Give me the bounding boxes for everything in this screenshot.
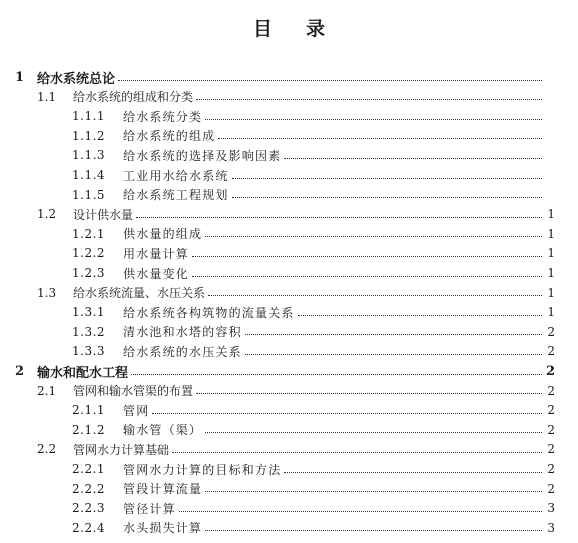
toc-entry[interactable] — [0, 341, 555, 361]
toc-entry-page: 2 — [547, 324, 555, 339]
toc-entry-title: 给水系统分类 — [123, 109, 203, 124]
toc-entry-number: 1.2 — [37, 207, 57, 222]
toc-entry-page: 1 — [547, 226, 555, 241]
toc-entry-title: 供水量的组成 — [123, 227, 203, 242]
dot-leader — [298, 315, 542, 316]
toc-entry[interactable] — [0, 263, 555, 283]
page-title — [0, 14, 578, 41]
toc-entry-title: 工业用水给水系统 — [123, 168, 229, 183]
toc-entry-title: 管网 — [123, 403, 150, 418]
toc-entry-title: 给水系统流量、水压关系 — [73, 286, 206, 301]
toc-entry-number: 1.1.2 — [72, 128, 106, 143]
toc-entry-number: 2.2 — [37, 442, 57, 457]
toc-entry-title: 设计供水量 — [73, 207, 134, 222]
toc-entry[interactable] — [0, 126, 555, 146]
dot-leader — [284, 158, 542, 159]
dot-leader — [232, 197, 542, 198]
dot-leader — [172, 452, 542, 453]
dot-leader — [218, 138, 542, 139]
toc-entry[interactable] — [0, 283, 555, 303]
title-char-2: 录 — [306, 18, 326, 40]
toc-entry[interactable] — [0, 302, 555, 322]
dot-leader — [179, 511, 542, 512]
toc-entry-title: 给水系统的水压关系 — [123, 344, 242, 359]
toc-entry-title: 给水系统的选择及影响因素 — [123, 148, 282, 163]
toc-entry[interactable] — [0, 145, 555, 165]
title-char-1: 目 — [252, 18, 272, 40]
toc-entry-number: 2.2.1 — [72, 462, 106, 476]
toc-entry[interactable] — [0, 322, 555, 342]
toc-entry-number: 1.3 — [37, 285, 57, 300]
toc-entry-number: 1.1.1 — [72, 109, 106, 124]
dot-leader — [205, 119, 542, 120]
dot-leader — [205, 236, 542, 237]
toc-entry[interactable] — [0, 361, 555, 381]
dot-leader — [131, 374, 542, 375]
toc-entry-number: 1 — [15, 69, 25, 85]
dot-leader — [245, 354, 542, 355]
toc-entry-title: 管网水力计算基础 — [73, 442, 170, 457]
dot-leader — [205, 491, 542, 492]
toc-entry-page: 2 — [545, 363, 555, 379]
toc-entry-title: 给水系统的组成 — [123, 129, 216, 144]
toc-entry-title: 管网和输水管渠的布置 — [73, 384, 194, 399]
toc-entry-number: 1.2.2 — [72, 246, 106, 261]
dot-leader — [284, 472, 542, 473]
toc-entry-number: 1.1.3 — [72, 148, 106, 163]
toc-entry-page: 2 — [547, 481, 555, 496]
toc-entry-number: 2.1.1 — [72, 403, 106, 418]
toc-entry-page: 1 — [547, 246, 555, 261]
toc-entry-title: 水头损失计算 — [123, 521, 203, 536]
toc-entry[interactable] — [0, 420, 555, 440]
toc-entry-number: 1.1.5 — [72, 187, 106, 202]
toc-entry-page: 1 — [547, 285, 555, 300]
toc-entry[interactable] — [0, 381, 555, 401]
toc-entry-title: 输水和配水工程 — [37, 365, 129, 381]
toc-entry-number: 1.2.1 — [72, 226, 106, 241]
toc-entry[interactable] — [0, 400, 555, 420]
toc-entry-title: 管段计算流量 — [123, 482, 203, 497]
toc-entry[interactable] — [0, 439, 555, 459]
toc-entry-number: 1.2.3 — [72, 266, 106, 280]
toc-entry-title: 清水池和水塔的容积 — [123, 325, 242, 340]
toc-entry-number: 1.1 — [37, 89, 57, 104]
dot-leader — [196, 393, 542, 394]
toc-entry[interactable] — [0, 518, 555, 538]
toc-entry-title: 管网水力计算的目标和方法 — [123, 462, 282, 477]
toc-entry-title: 管径计算 — [123, 501, 176, 516]
toc-entry-page: 1 — [547, 207, 555, 222]
toc-entry-number: 2.2.4 — [72, 520, 106, 535]
dot-leader — [232, 178, 542, 179]
toc-entry-number: 2 — [15, 363, 25, 379]
toc-entry-page: 1 — [547, 266, 555, 280]
toc-entry-number: 2.1.2 — [72, 422, 106, 437]
dot-leader — [208, 295, 542, 296]
toc-entry-title: 给水系统工程规划 — [123, 188, 229, 203]
toc-entry-title: 用水量计算 — [123, 246, 190, 261]
toc-entry-number: 1.3.3 — [72, 344, 106, 359]
toc-entry-number: 2.2.3 — [72, 501, 106, 516]
toc-entry-page: 3 — [547, 520, 555, 535]
toc-entry-page: 1 — [547, 305, 555, 320]
toc-entry-page: 2 — [547, 442, 555, 457]
toc-entry[interactable] — [0, 479, 555, 499]
toc-entry[interactable] — [0, 204, 555, 224]
toc-entry[interactable] — [0, 224, 555, 244]
toc-entry-number: 2.2.2 — [72, 481, 106, 496]
toc-entry-number: 1.3.2 — [72, 324, 106, 339]
toc-entry[interactable] — [0, 165, 555, 185]
dot-leader — [118, 80, 542, 81]
toc-entry[interactable] — [0, 67, 555, 87]
toc-entry-title: 给水系统总论 — [37, 71, 116, 87]
dot-leader — [136, 217, 542, 218]
toc-entry-title: 给水系统各构筑物的流量关系 — [123, 305, 295, 320]
dot-leader — [205, 530, 542, 531]
toc-entry-page: 2 — [547, 422, 555, 437]
toc-entry-title: 给水系统的组成和分类 — [73, 90, 194, 105]
toc-entry-number: 1.1.4 — [72, 168, 106, 182]
toc-entry-title: 输水管（渠） — [123, 423, 203, 438]
toc-entry[interactable] — [0, 459, 555, 479]
toc-entry-page: 2 — [547, 462, 555, 476]
dot-leader — [152, 413, 542, 414]
toc-entry-page: 2 — [547, 403, 555, 418]
dot-leader — [192, 256, 542, 257]
dot-leader — [205, 432, 542, 433]
dot-leader — [196, 99, 542, 100]
dot-leader — [192, 276, 542, 277]
toc-entry[interactable] — [0, 185, 555, 205]
toc-entry[interactable] — [0, 243, 555, 263]
dot-leader — [245, 334, 542, 335]
toc-entry-title: 供水量变化 — [123, 266, 190, 281]
toc-entry-number: 1.3.1 — [72, 305, 106, 320]
toc-entry-page: 2 — [547, 344, 555, 359]
toc-entry[interactable] — [0, 106, 555, 126]
toc-entry[interactable] — [0, 498, 555, 518]
toc-entry[interactable] — [0, 87, 555, 107]
toc-entry-page: 2 — [547, 383, 555, 398]
toc-entry-page: 3 — [547, 501, 555, 516]
toc-entry-number: 2.1 — [37, 383, 57, 398]
